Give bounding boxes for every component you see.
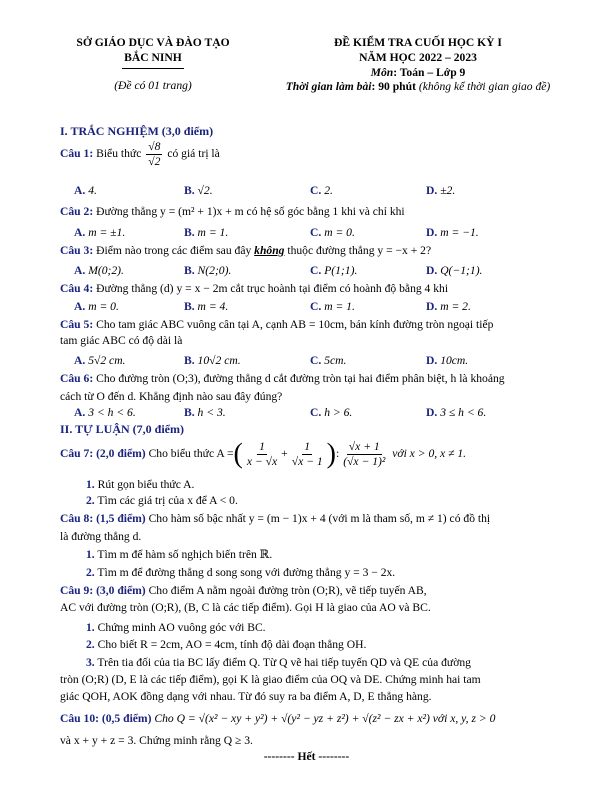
question-3-label: Câu 3: <box>60 244 94 257</box>
question-5-options <box>74 354 554 370</box>
option-letter: C. <box>310 264 322 277</box>
question-6-line-2: cách từ O đến d. Khẳng định nào sau đây đúng? <box>60 390 283 403</box>
option-letter: D. <box>426 300 438 313</box>
page-count-note: (Đề có 01 trang) <box>114 78 192 92</box>
header-left <box>48 36 258 93</box>
option-letter: C. <box>310 300 322 313</box>
option-value: 5cm. <box>324 354 347 367</box>
question-9-part-3-line-3: giác QOH, AOK đồng dạng với nhau. Từ đó suy ra ba điểm A, D, E thẳng hàng. <box>60 690 432 703</box>
question-9 <box>60 584 560 599</box>
colon-sign: : <box>335 447 340 461</box>
question-10-line-2: và x + y + z = 3. Chứng minh rằng Q ≥ 3. <box>60 734 253 747</box>
question-7-label: Câu 7: (2,0 điểm) <box>60 447 146 461</box>
option-letter: A. <box>74 264 86 277</box>
question-6-text-1: Cho đường tròn (O;3), đường thẳng d cắt đường tròn tại hai điểm phân biệt, h là khoảng <box>96 372 505 385</box>
subject-value: : Toán – Lớp 9 <box>393 65 466 79</box>
fraction-numerator: √x + 1 <box>348 440 380 453</box>
question-2-options <box>74 226 554 242</box>
option-b <box>184 300 228 315</box>
time-label: Thời gian làm bài <box>285 80 372 94</box>
question-8-line-2: là đường thẳng d. <box>60 530 142 543</box>
question-2-text: Đường thẳng y = (m² + 1)x + m có hệ số góc bằng 1 khi và chỉ khi <box>96 205 405 218</box>
question-7-fraction-1 <box>245 440 279 469</box>
option-value: h < 3. <box>197 406 226 419</box>
question-8-part-2 <box>86 566 395 581</box>
subject-line <box>268 66 568 81</box>
option-value: 5√2 cm. <box>88 354 126 367</box>
question-3-text-a: Điểm nào trong các điểm sau đây <box>96 244 255 257</box>
question-7-text-a: Cho biểu thức A = <box>148 447 234 461</box>
question-9-part-3-line-2: tròn (O;R) (D, E là các tiếp điểm), gọi K là giao điểm của OQ và DE. Chứng minh hai tam <box>60 673 481 686</box>
question-9-part-1 <box>86 621 266 636</box>
option-letter: C. <box>310 184 322 197</box>
question-7-fraction-2 <box>290 440 325 469</box>
question-5-text-1: Cho tam giác ABC vuông cân tại A, cạnh AB = 10cm, bán kính đường tròn ngoại tiếp <box>96 318 494 331</box>
province-name: BẮC NINH <box>124 50 182 64</box>
option-letter: A. <box>74 226 86 239</box>
question-8-text-1: Cho hàm số bậc nhất y = (m − 1)x + 4 (với m là tham số, m ≠ 1) có đồ thị <box>148 512 491 525</box>
school-year: NĂM HỌC 2022 – 2023 <box>359 50 477 64</box>
option-letter: B. <box>184 300 195 313</box>
option-value: m = ±1. <box>88 226 126 239</box>
part-number: 2. <box>86 494 95 507</box>
option-c <box>310 264 357 279</box>
option-d <box>426 226 479 241</box>
option-value: Q(−1;1). <box>440 264 483 277</box>
question-4-options <box>74 300 554 316</box>
option-letter: D. <box>426 226 438 239</box>
option-d <box>426 354 468 369</box>
department-name: SỞ GIÁO DỤC VÀ ĐÀO TẠO <box>76 36 230 49</box>
question-3-emphasis: không <box>254 244 285 257</box>
part-text: Rút gọn biểu thức A. <box>97 478 195 491</box>
option-letter: D. <box>426 354 438 367</box>
section-essay-title: II. TỰ LUẬN (7,0 điểm) <box>60 422 185 436</box>
question-5-line-2: tam giác ABC có độ dài là <box>60 334 183 347</box>
question-3-text-b: thuộc đường thẳng y = −x + 2? <box>284 244 432 257</box>
option-letter: C. <box>310 226 322 239</box>
section-multiple-choice-title: I. TRẮC NGHIỆM (3,0 điểm) <box>60 124 214 138</box>
option-value: h > 6. <box>324 406 353 419</box>
option-b <box>184 406 226 421</box>
part-number: 2. <box>86 638 95 651</box>
subject-label: Môn <box>370 65 394 79</box>
question-1-fraction <box>146 140 162 169</box>
option-value: m = 0. <box>324 226 355 239</box>
option-b <box>184 354 241 369</box>
question-8-part-1 <box>86 548 272 563</box>
question-1 <box>60 140 560 169</box>
option-value: 3 < h < 6. <box>88 406 136 419</box>
option-c <box>310 226 355 241</box>
option-letter: C. <box>310 406 322 419</box>
option-c <box>310 300 355 315</box>
option-a <box>74 406 136 421</box>
question-1-text-b: có giá trị là <box>167 147 220 161</box>
option-value: m = 1. <box>197 226 229 239</box>
question-9-text-1: Cho điểm A nằm ngoài đường tròn (O;R), vẽ tiếp tuyến AB, <box>148 584 427 597</box>
option-d <box>426 184 455 199</box>
header-divider <box>122 68 184 69</box>
question-8 <box>60 512 560 527</box>
option-letter: B. <box>184 184 195 197</box>
option-value: 10√2 cm. <box>197 354 241 367</box>
option-letter: D. <box>426 264 438 277</box>
header-right <box>268 36 568 95</box>
option-b <box>184 226 228 241</box>
question-1-label: Câu 1: <box>60 147 94 161</box>
question-5-label: Câu 5: <box>60 318 94 331</box>
question-10-text-1: Cho Q = √(x² − xy + y²) + √(y² − yz + z²) + √(z² − zx + x²) với x, y, z > 0 <box>154 712 496 725</box>
question-3-options <box>74 264 554 280</box>
question-9-part-2 <box>86 638 366 653</box>
part-number: 1. <box>86 548 95 561</box>
option-value: M(0;2). <box>88 264 124 277</box>
plus-sign: + <box>281 447 288 461</box>
question-9-label: Câu 9: (3,0 điểm) <box>60 584 146 597</box>
option-a <box>74 184 97 199</box>
option-value: m = 1. <box>324 300 355 313</box>
question-7 <box>60 440 560 469</box>
option-value: P(1;1). <box>324 264 358 277</box>
question-9-line-2: AC với đường tròn (O;R), (B, C là các tiếp điểm). Gọi H là giao của AO và BC. <box>60 601 431 614</box>
option-a <box>74 300 119 315</box>
fraction-numerator: √8 <box>148 140 161 153</box>
option-letter: B. <box>184 226 195 239</box>
part-number: 2. <box>86 566 95 579</box>
part-text: Cho biết R = 2cm, AO = 4cm, tính độ dài đoạn thẳng OH. <box>97 638 367 651</box>
fraction-denominator: √2 <box>148 154 161 168</box>
part-number: 3. <box>86 656 95 669</box>
option-a <box>74 226 125 241</box>
question-10-label: Câu 10: (0,5 điểm) <box>60 712 152 725</box>
question-4-text: Đường thẳng (d) y = x − 2m cắt trục hoành tại điểm có hoành độ bằng 4 khi <box>96 282 449 295</box>
option-a <box>74 354 125 369</box>
option-c <box>310 184 333 199</box>
option-letter: B. <box>184 406 195 419</box>
exam-title: ĐỀ KIỂM TRA CUỐI HỌC KỲ I <box>334 36 502 49</box>
option-value: 10cm. <box>440 354 469 367</box>
question-4 <box>60 282 560 297</box>
option-value: m = 0. <box>88 300 119 313</box>
fraction-denominator: √x − 1 <box>291 454 323 468</box>
question-10 <box>60 712 560 727</box>
fraction-denominator: (√x − 1)² <box>343 454 386 468</box>
option-value: m = 2. <box>440 300 471 313</box>
option-letter: B. <box>184 264 195 277</box>
option-d <box>426 300 471 315</box>
question-9-part-3 <box>86 656 471 671</box>
option-value: 4. <box>88 184 97 197</box>
question-8-label: Câu 8: (1,5 điểm) <box>60 512 146 525</box>
right-paren: ) <box>326 438 336 470</box>
option-letter: D. <box>426 406 438 419</box>
option-d <box>426 264 482 279</box>
question-4-label: Câu 4: <box>60 282 94 295</box>
question-6-label: Câu 6: <box>60 372 94 385</box>
option-letter: D. <box>426 184 438 197</box>
question-1-options <box>74 184 554 200</box>
question-5 <box>60 318 560 333</box>
part-text: Chứng minh AO vuông góc với BC. <box>97 621 266 634</box>
time-line <box>268 80 568 95</box>
option-value: 3 ≤ h < 6. <box>440 406 487 419</box>
question-2-label: Câu 2: <box>60 205 94 218</box>
question-6 <box>60 372 560 387</box>
fraction-numerator: 1 <box>259 440 265 453</box>
option-value: m = −1. <box>440 226 479 239</box>
question-7-fraction-3 <box>341 440 387 469</box>
fraction-denominator: x − √x <box>246 454 278 468</box>
option-a <box>74 264 124 279</box>
part-number: 1. <box>86 478 95 491</box>
option-letter: A. <box>74 184 86 197</box>
option-b <box>184 184 213 199</box>
option-letter: A. <box>74 354 86 367</box>
question-7-condition: với x > 0, x ≠ 1. <box>392 447 467 461</box>
question-2 <box>60 205 560 220</box>
left-paren: ( <box>233 438 243 470</box>
option-value: 2. <box>324 184 333 197</box>
option-value: √2. <box>197 184 213 197</box>
part-number: 1. <box>86 621 95 634</box>
part-text: Tìm các giá trị của x để A < 0. <box>97 494 238 507</box>
option-value: m = 4. <box>197 300 229 313</box>
option-letter: B. <box>184 354 195 367</box>
time-note: (không kể thời gian giao đề) <box>415 80 551 94</box>
part-text: Tìm m để hàm số nghịch biến trên ℝ. <box>97 548 273 561</box>
fraction-numerator: 1 <box>304 440 311 453</box>
option-value: ±2. <box>440 184 456 197</box>
question-3 <box>60 244 560 259</box>
option-c <box>310 406 352 421</box>
option-d <box>426 406 486 421</box>
option-value: N(2;0). <box>197 264 232 277</box>
option-letter: A. <box>74 300 86 313</box>
question-7-part-2 <box>86 494 238 509</box>
time-value: : 90 phút <box>371 80 416 94</box>
option-c <box>310 354 346 369</box>
end-marker: -------- Hết -------- <box>263 750 350 763</box>
option-letter: C. <box>310 354 322 367</box>
option-b <box>184 264 231 279</box>
part-text: Trên tia đối của tia BC lấy điểm Q. Từ Q vẽ hai tiếp tuyến QD và QE của đường <box>97 656 471 669</box>
question-6-options <box>74 406 554 422</box>
question-1-text-a: Biểu thức <box>96 147 142 161</box>
part-text: Tìm m để đường thẳng d song song với đường thẳng y = 3 − 2x. <box>97 566 396 579</box>
question-7-part-1 <box>86 478 194 493</box>
option-letter: A. <box>74 406 86 419</box>
